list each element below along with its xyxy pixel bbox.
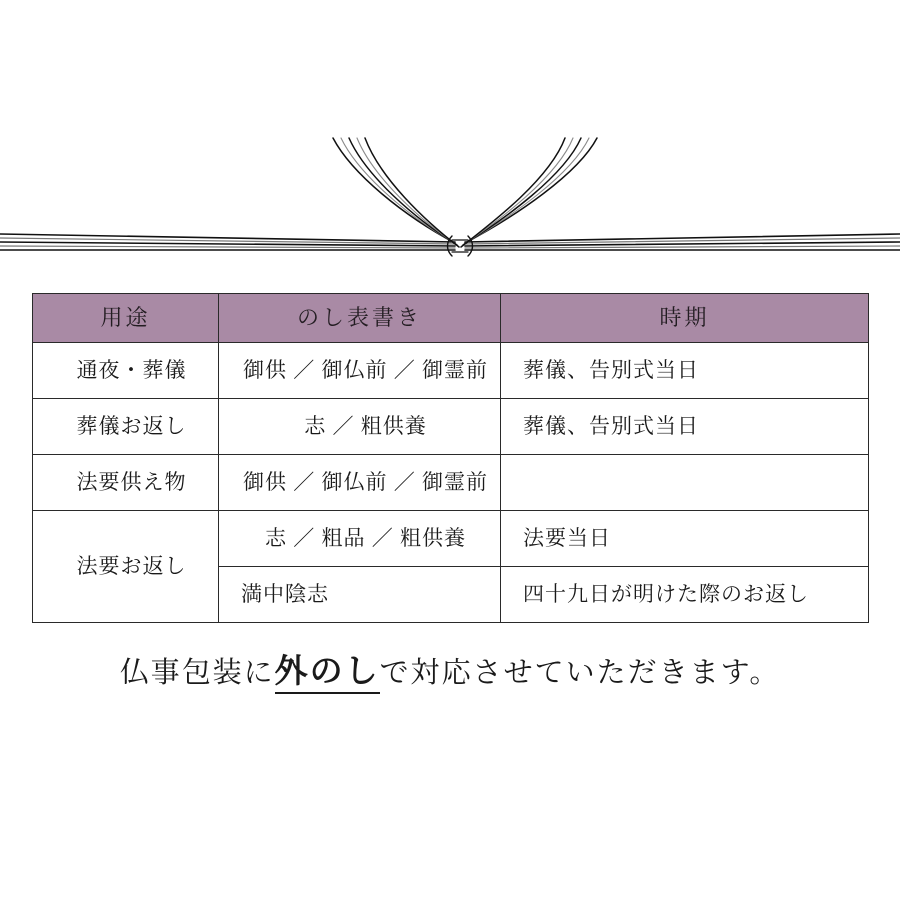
cell-omotegaki: 志 ／ 粗品 ／ 粗供養: [219, 511, 501, 567]
cell-use: 通夜・葬儀: [33, 343, 219, 399]
footer-prefix: 仏事包装に: [119, 657, 275, 689]
cell-omotegaki: 御供 ／ 御仏前 ／ 御霊前: [219, 455, 501, 511]
table-header-row: [33, 294, 869, 343]
cell-use: 法要供え物: [33, 455, 219, 511]
table-row: [33, 511, 869, 567]
column-header-use: 用途: [33, 294, 219, 343]
cell-omotegaki: 志 ／ 粗供養: [219, 399, 501, 455]
cell-omotegaki: 御供 ／ 御仏前 ／ 御霊前: [219, 343, 501, 399]
footer-suffix: で対応させていただきます。: [379, 657, 781, 689]
table-row: [33, 399, 869, 455]
noshi-table: [32, 293, 869, 623]
cell-use: 法要お返し: [33, 511, 219, 623]
table-row: [33, 343, 869, 399]
table-row: [33, 455, 869, 511]
cell-timing: 葬儀、告別式当日: [501, 399, 869, 455]
cell-timing: 法要当日: [501, 511, 869, 567]
cell-omotegaki: 満中陰志: [219, 567, 501, 623]
mizuhiki-ribbon: [0, 130, 900, 270]
table-header: [33, 294, 869, 343]
cell-timing: 四十九日が明けた際のお返し: [501, 567, 869, 623]
column-header-timing: 時期: [501, 294, 869, 343]
table-body: [33, 343, 869, 623]
footer-emphasis: 外のし: [275, 654, 380, 694]
cell-timing: 葬儀、告別式当日: [501, 343, 869, 399]
noshi-table-wrapper: [32, 293, 868, 623]
cell-timing: [501, 455, 869, 511]
column-header-omotegaki: のし表書き: [219, 294, 501, 343]
footer-note: [0, 645, 900, 692]
cell-use: 葬儀お返し: [33, 399, 219, 455]
